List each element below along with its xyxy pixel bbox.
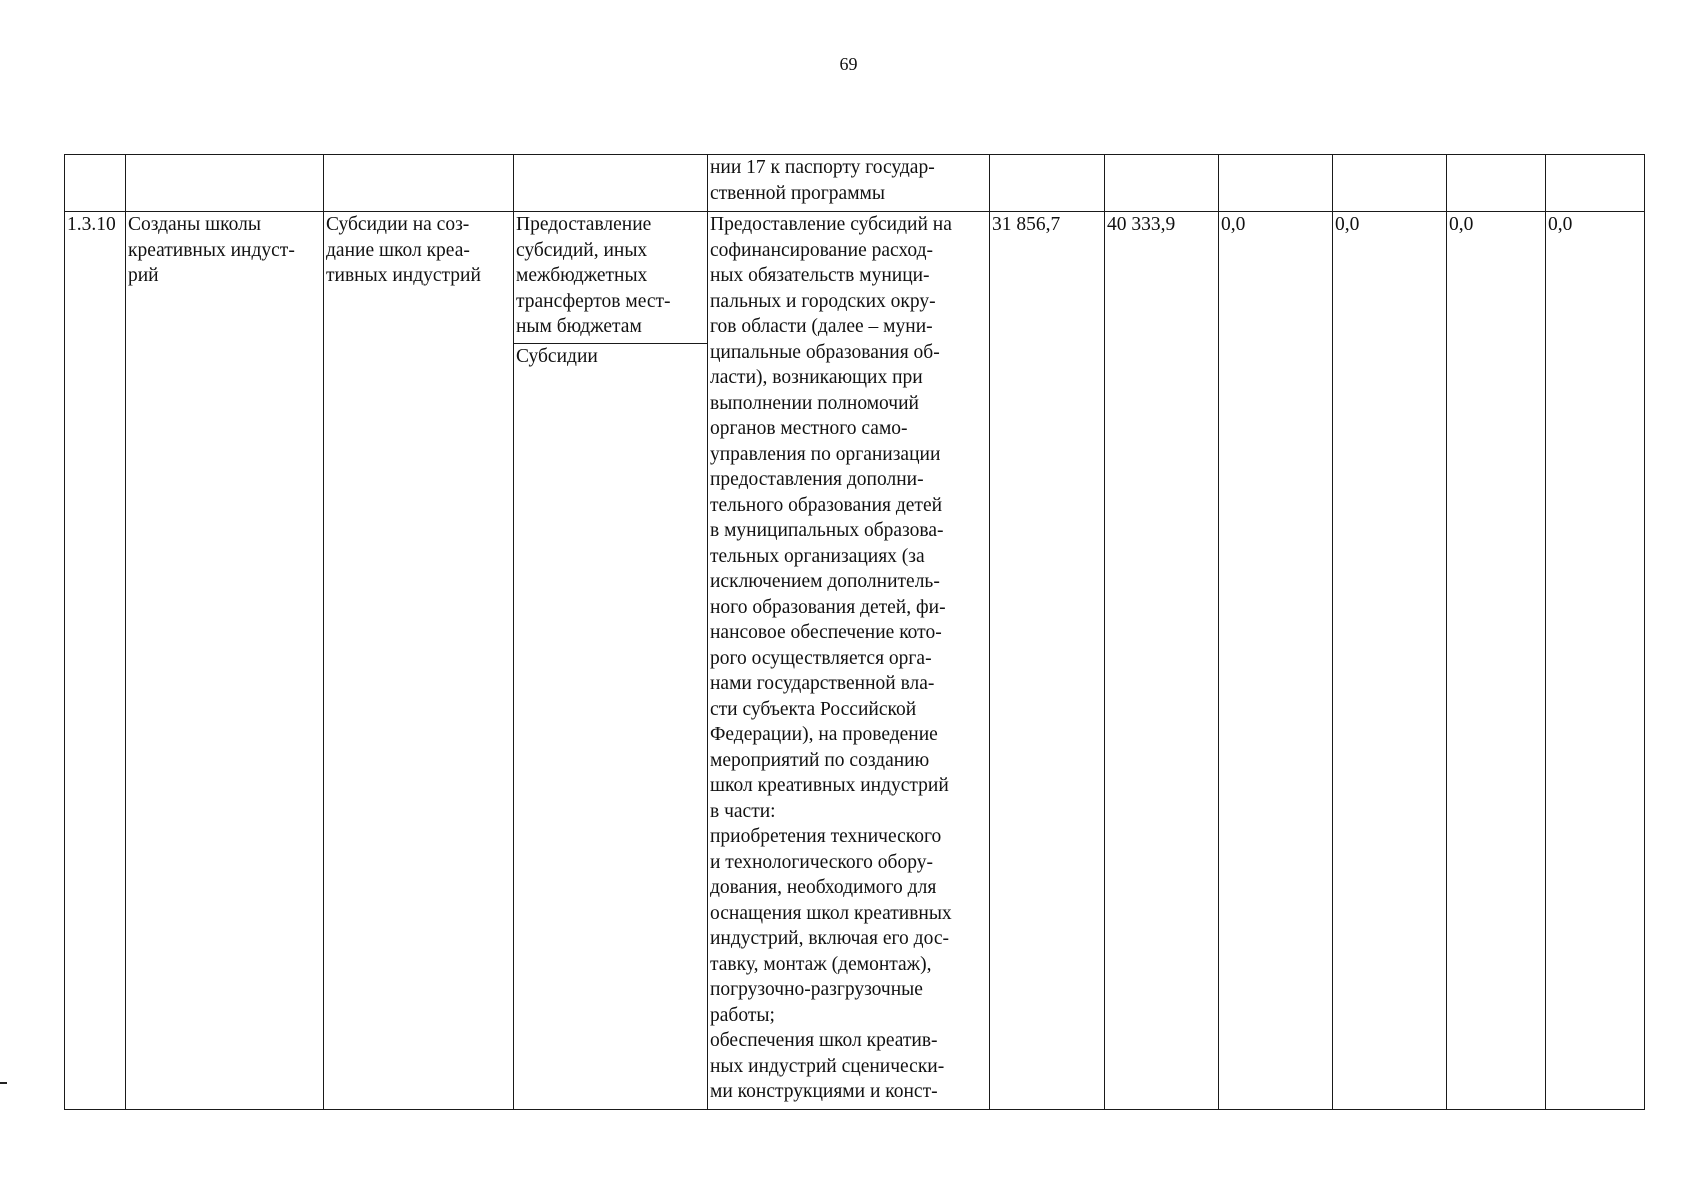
table-cell <box>65 155 126 212</box>
table-cell-description: нии 17 к паспорту государ- ственной программы <box>708 155 990 212</box>
table-cell <box>1219 155 1333 212</box>
value-cell: 31 856,7 <box>990 212 1105 1110</box>
value-cell: 0,0 <box>1333 212 1447 1110</box>
value-cell: 0,0 <box>1447 212 1546 1110</box>
result-cell: Созданы школы креативных индуст- рий <box>126 212 324 1110</box>
table-cell <box>1333 155 1447 212</box>
page-number: 69 <box>839 54 858 74</box>
description-cell: Предоставление субсидий на софинансирование расход- ных обязательств муници- пальных и городских окру- гов области (далее – муни- ципальные образования об- ласти), возникающих при выполнении полномочий органов местного само- управления по организации предоставления дополни- тельного образования детей в муниципальных образова- тельных организациях (за исключением дополнитель- ного образования детей, фи- нансовое обеспечение кото- рого осуществляется орга- нами государственной вла- сти субъекта Российской Федерации), на проведение мероприятий по созданию школ креативных индустрий в части: приобретения технического и технологического обору- дования, необходимого для оснащения школ креативных индустрий, включая его дос- тавку, монтаж (демонтаж), погрузочно-разгрузочные работы; обеспечения школ креатив- ных индустрий сценически- ми конструкциями и конст- <box>708 212 990 1110</box>
table-cell <box>1105 155 1219 212</box>
budget-table <box>64 154 1645 1110</box>
subsidy-name-cell: Субсидии на соз- дание школ креа- тивных индустрий <box>324 212 514 1110</box>
table-row <box>65 212 1645 344</box>
table-cell <box>1447 155 1546 212</box>
table-cell <box>1546 155 1645 212</box>
subsidy-type-cell: Субсидии <box>514 344 708 1110</box>
margin-mark <box>0 1082 7 1084</box>
table-cell <box>126 155 324 212</box>
value-cell: 40 333,9 <box>1105 212 1219 1110</box>
table-cell <box>324 155 514 212</box>
value-cell: 0,0 <box>1219 212 1333 1110</box>
transfer-type-cell: Предоставление субсидий, иных межбюджетных трансфертов мест- ным бюджетам <box>514 212 708 344</box>
row-number: 1.3.10 <box>65 212 126 1110</box>
table-cell <box>514 155 708 212</box>
table-row-continuation <box>65 155 1645 212</box>
table-cell <box>990 155 1105 212</box>
value-cell: 0,0 <box>1546 212 1645 1110</box>
